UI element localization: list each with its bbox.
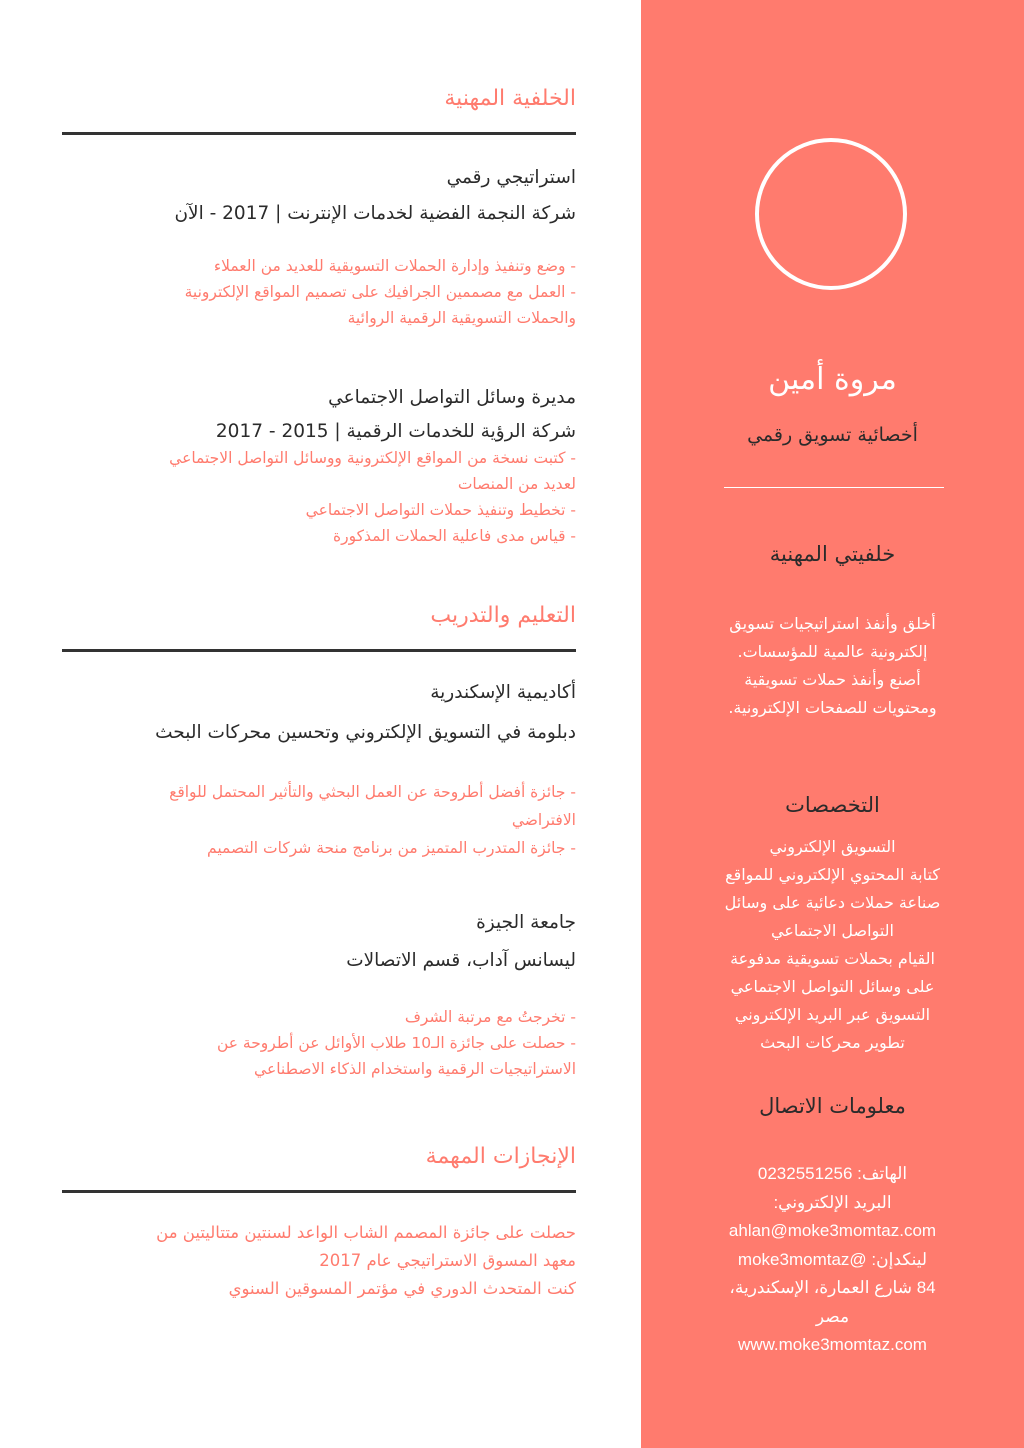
contact-email-label: البريد الإلكتروني: (773, 1192, 892, 1212)
bullet-line: الافتراضي (511, 811, 576, 829)
specialty-item: كتابة المحتوي الإلكتروني للمواقع (725, 865, 940, 884)
specialty-item: التواصل الاجتماعي (771, 921, 894, 940)
job-company: شركة النجمة الفضية لخدمات الإنترنت | 2017 - الآن (174, 203, 576, 224)
contact-linkedin[interactable]: لينكدإن: @moke3momtaz (737, 1249, 928, 1269)
section-divider (62, 649, 576, 652)
profile-name: مروة أمين (768, 362, 897, 397)
school-degree: ليسانس آداب، قسم الاتصالات (346, 950, 576, 971)
background-line: إلكترونية عالمية للمؤسسات. (737, 642, 928, 661)
bullet-line: - كتبت نسخة من المواقع الإلكترونية ووسائل التواصل الاجتماعي (169, 449, 576, 467)
bullet-line: - جائزة المتدرب المتميز من برنامج منحة شركات التصميم (207, 839, 576, 857)
job-position: استراتيجي رقمي (446, 167, 576, 188)
experience-section (62, 82, 576, 549)
bullet-line: الاستراتيجيات الرقمية واستخدام الذكاء الاصطناعي (254, 1060, 576, 1078)
job-company: شركة الرؤية للخدمات الرقمية | 2015 - 2017 (215, 421, 576, 442)
contact-lines (641, 1160, 1024, 1360)
bullet-line: - وضع وتنفيذ وإدارة الحملات التسويقية للعديد من العملاء (213, 257, 576, 275)
school-entry (62, 908, 576, 1082)
bullet-line: - حصلت على جائزة الـ10 طلاب الأوائل عن أطروحة عن (216, 1034, 576, 1052)
bullet-line: - جائزة أفضل أطروحة عن العمل البحثي والتأثير المحتمل للواقع (169, 783, 576, 801)
bullet-line: لعديد من المنصات (457, 475, 576, 493)
experience-title: الخلفية المهنية (444, 86, 576, 111)
background-line: أصنع وأنفذ حملات تسويقية (744, 670, 921, 689)
bullet-line: - تخرجتُ مع مرتبة الشرف (404, 1008, 576, 1026)
school-bullets (62, 778, 576, 862)
section-divider (62, 1190, 576, 1193)
job-entry (62, 163, 576, 331)
contact-phone: الهاتف: 0232551256 (757, 1164, 908, 1183)
bullet-line: والحملات التسويقية الرقمية الروائية (347, 309, 576, 327)
education-title: التعليم والتدريب (430, 603, 576, 628)
school-degree: دبلومة في التسويق الإلكتروني وتحسين محركات البحث (155, 722, 576, 743)
contact-email[interactable]: ahlan@moke3momtaz.com (728, 1221, 937, 1240)
specialty-item: التسويق عبر البريد الإلكتروني (734, 1005, 931, 1024)
background-line: أخلق وأنفذ استراتيجيات تسويق (729, 614, 936, 633)
achievement-line: معهد المسوق الاستراتيجي عام 2017 (319, 1251, 576, 1270)
background-line: ومحتويات للصفحات الإلكترونية. (728, 698, 937, 717)
education-section (62, 599, 576, 1082)
sidebar (641, 0, 1024, 1448)
school-name: جامعة الجيزة (476, 912, 576, 933)
job-bullets (62, 253, 576, 331)
contact-country: مصر (815, 1306, 850, 1326)
specialty-item: التسويق الإلكتروني (769, 837, 896, 856)
main-column (62, 82, 576, 1303)
specialties-block (641, 789, 1024, 1057)
section-divider (62, 132, 576, 135)
background-block (641, 538, 1024, 722)
achievements-section (62, 1140, 576, 1303)
specialty-item: تطوير محركات البحث (760, 1033, 905, 1052)
sidebar-divider (724, 487, 944, 488)
bullet-line: - العمل مع مصممين الجرافيك على تصميم المواقع الإلكترونية (184, 283, 576, 301)
profile-header (641, 360, 1024, 450)
specialty-item: على وسائل التواصل الاجتماعي (730, 977, 935, 996)
achievement-line: كنت المتحدث الدوري في مؤتمر المسوقين السنوي (228, 1279, 576, 1298)
background-text (641, 610, 1024, 722)
school-entry (62, 678, 576, 862)
contact-block (641, 1090, 1024, 1360)
bullet-line: - تخطيط وتنفيذ حملات التواصل الاجتماعي (305, 501, 576, 519)
job-entry (62, 383, 576, 549)
school-name: أكاديمية الإسكندرية (430, 682, 576, 703)
bullet-line: - قياس مدى فاعلية الحملات المذكورة (333, 527, 576, 545)
contact-heading: معلومات الاتصال (759, 1094, 906, 1118)
profile-role: أخصائية تسويق رقمي (747, 424, 918, 446)
job-bullets (62, 445, 576, 549)
school-bullets (62, 1004, 576, 1082)
avatar-circle-icon (755, 138, 907, 290)
contact-website[interactable]: www.moke3momtaz.com (738, 1335, 927, 1354)
background-heading: خلفيتي المهنية (769, 542, 896, 566)
achievement-line: حصلت على جائزة المصمم الشاب الواعد لسنتين متتاليتين من (156, 1223, 576, 1242)
contact-address: 84 شارع العمارة، الإسكندرية، (729, 1278, 936, 1297)
specialties-heading: التخصصات (785, 793, 880, 817)
specialty-item: القيام بحملات تسويقية مدفوعة (730, 949, 935, 968)
job-position: مديرة وسائل التواصل الاجتماعي (328, 387, 576, 408)
specialties-list (641, 833, 1024, 1057)
specialty-item: صناعة حملات دعائية على وسائل (724, 893, 941, 912)
achievements-title: الإنجازات المهمة (425, 1144, 576, 1169)
achievement-lines (62, 1219, 576, 1303)
